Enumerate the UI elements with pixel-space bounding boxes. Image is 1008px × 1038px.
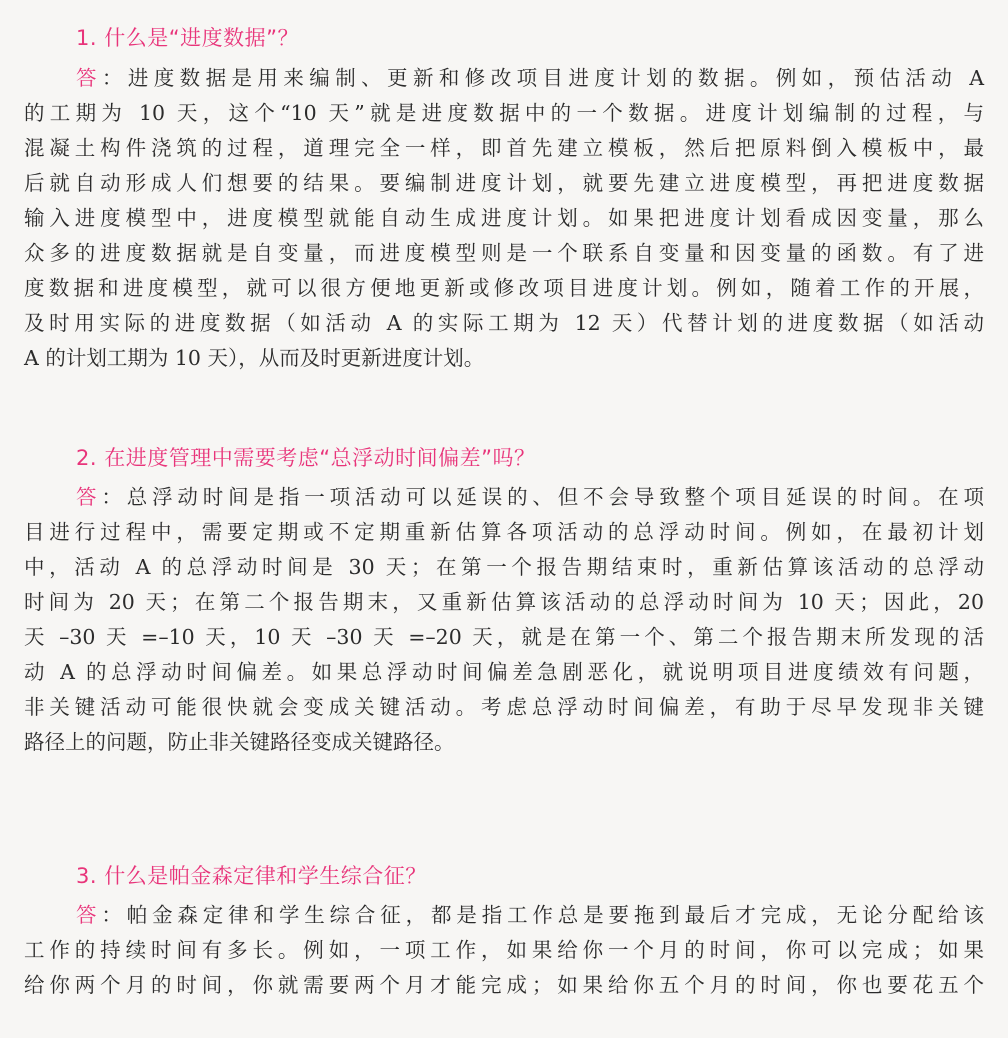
answer-label: 答 [76, 485, 102, 509]
answer-line: 答：进度数据是用来编制、更新和修改项目进度计划的数据。例如，预估活动 A [76, 66, 984, 90]
answer-line: 混凝土构件浇筑的过程，道理完全一样，即首先建立模板，然后把原料倒入模板中，最 [24, 136, 984, 160]
answer-line: 输入进度模型中，进度模型就能自动生成进度计划。如果把进度计划看成因变量，那么 [24, 206, 984, 230]
answer-line: 工作的持续时间有多长。例如，一项工作，如果给你一个月的时间，你可以完成；如果 [24, 938, 984, 962]
answer-line: 度数据和进度模型，就可以很方便地更新或修改项目进度计划。例如，随着工作的开展， [24, 276, 984, 300]
answer-line: 动 A 的总浮动时间偏差。如果总浮动时间偏差急剧恶化，就说明项目进度绩效有问题， [24, 660, 984, 684]
question-2-heading: 2. 在进度管理中需要考虑“总浮动时间偏差”吗？ [76, 446, 536, 470]
question-1-heading: 1. 什么是“进度数据”？ [76, 26, 299, 50]
answer-line: 众多的进度数据就是自变量，而进度模型则是一个联系自变量和因变量的函数。有了进 [24, 241, 984, 265]
answer-2-paragraph [24, 480, 984, 760]
answer-line: 答：帕金森定律和学生综合征，都是指工作总是要拖到最后才完成，无论分配给该 [76, 903, 985, 927]
answer-line: 目进行过程中，需要定期或不定期重新估算各项活动的总浮动时间。例如，在最初计划 [24, 520, 984, 544]
answer-label: 答 [76, 66, 102, 90]
answer-line: A 的计划工期为 10 天），从而及时更新进度计划。 [24, 346, 485, 370]
answer-line: 后就自动形成人们想要的结果。要编制进度计划，就要先建立进度模型，再把进度数据 [24, 171, 984, 195]
answer-line: 及时用实际的进度数据（如活动 A 的实际工期为 12 天）代替计划的进度数据（如活动 [24, 311, 984, 335]
answer-label: 答 [76, 903, 102, 927]
answer-line: 非关键活动可能很快就会变成关键活动。考虑总浮动时间偏差，有助于尽早发现非关键 [24, 695, 984, 719]
answer-1-paragraph [24, 61, 984, 376]
answer-line: 答：总浮动时间是指一项活动可以延误的、但不会导致整个项目延误的时间。在项 [76, 485, 985, 509]
question-3-heading: 3. 什么是帕金森定律和学生综合征？ [76, 864, 427, 888]
answer-line: 的工期为 10 天，这个“10 天”就是进度数据中的一个数据。进度计划编制的过程，与 [24, 101, 984, 125]
answer-line: 中，活动 A 的总浮动时间是 30 天；在第一个报告期结束时，重新估算该活动的总浮动 [24, 555, 984, 579]
answer-line: 给你两个月的时间，你就需要两个月才能完成；如果给你五个月的时间，你也要花五个 [24, 973, 984, 997]
answer-line: 时间为 20 天；在第二个报告期末，又重新估算该活动的总浮动时间为 10 天；因此，20 [24, 590, 984, 614]
answer-line: 路径上的问题，防止非关键路径变成关键路径。 [24, 730, 455, 754]
answer-line: 天 –30 天 =–10 天，10 天 –30 天 =–20 天，就是在第一个、第二个报告期末所发现的活 [24, 625, 984, 649]
answer-3-paragraph [24, 898, 984, 1003]
